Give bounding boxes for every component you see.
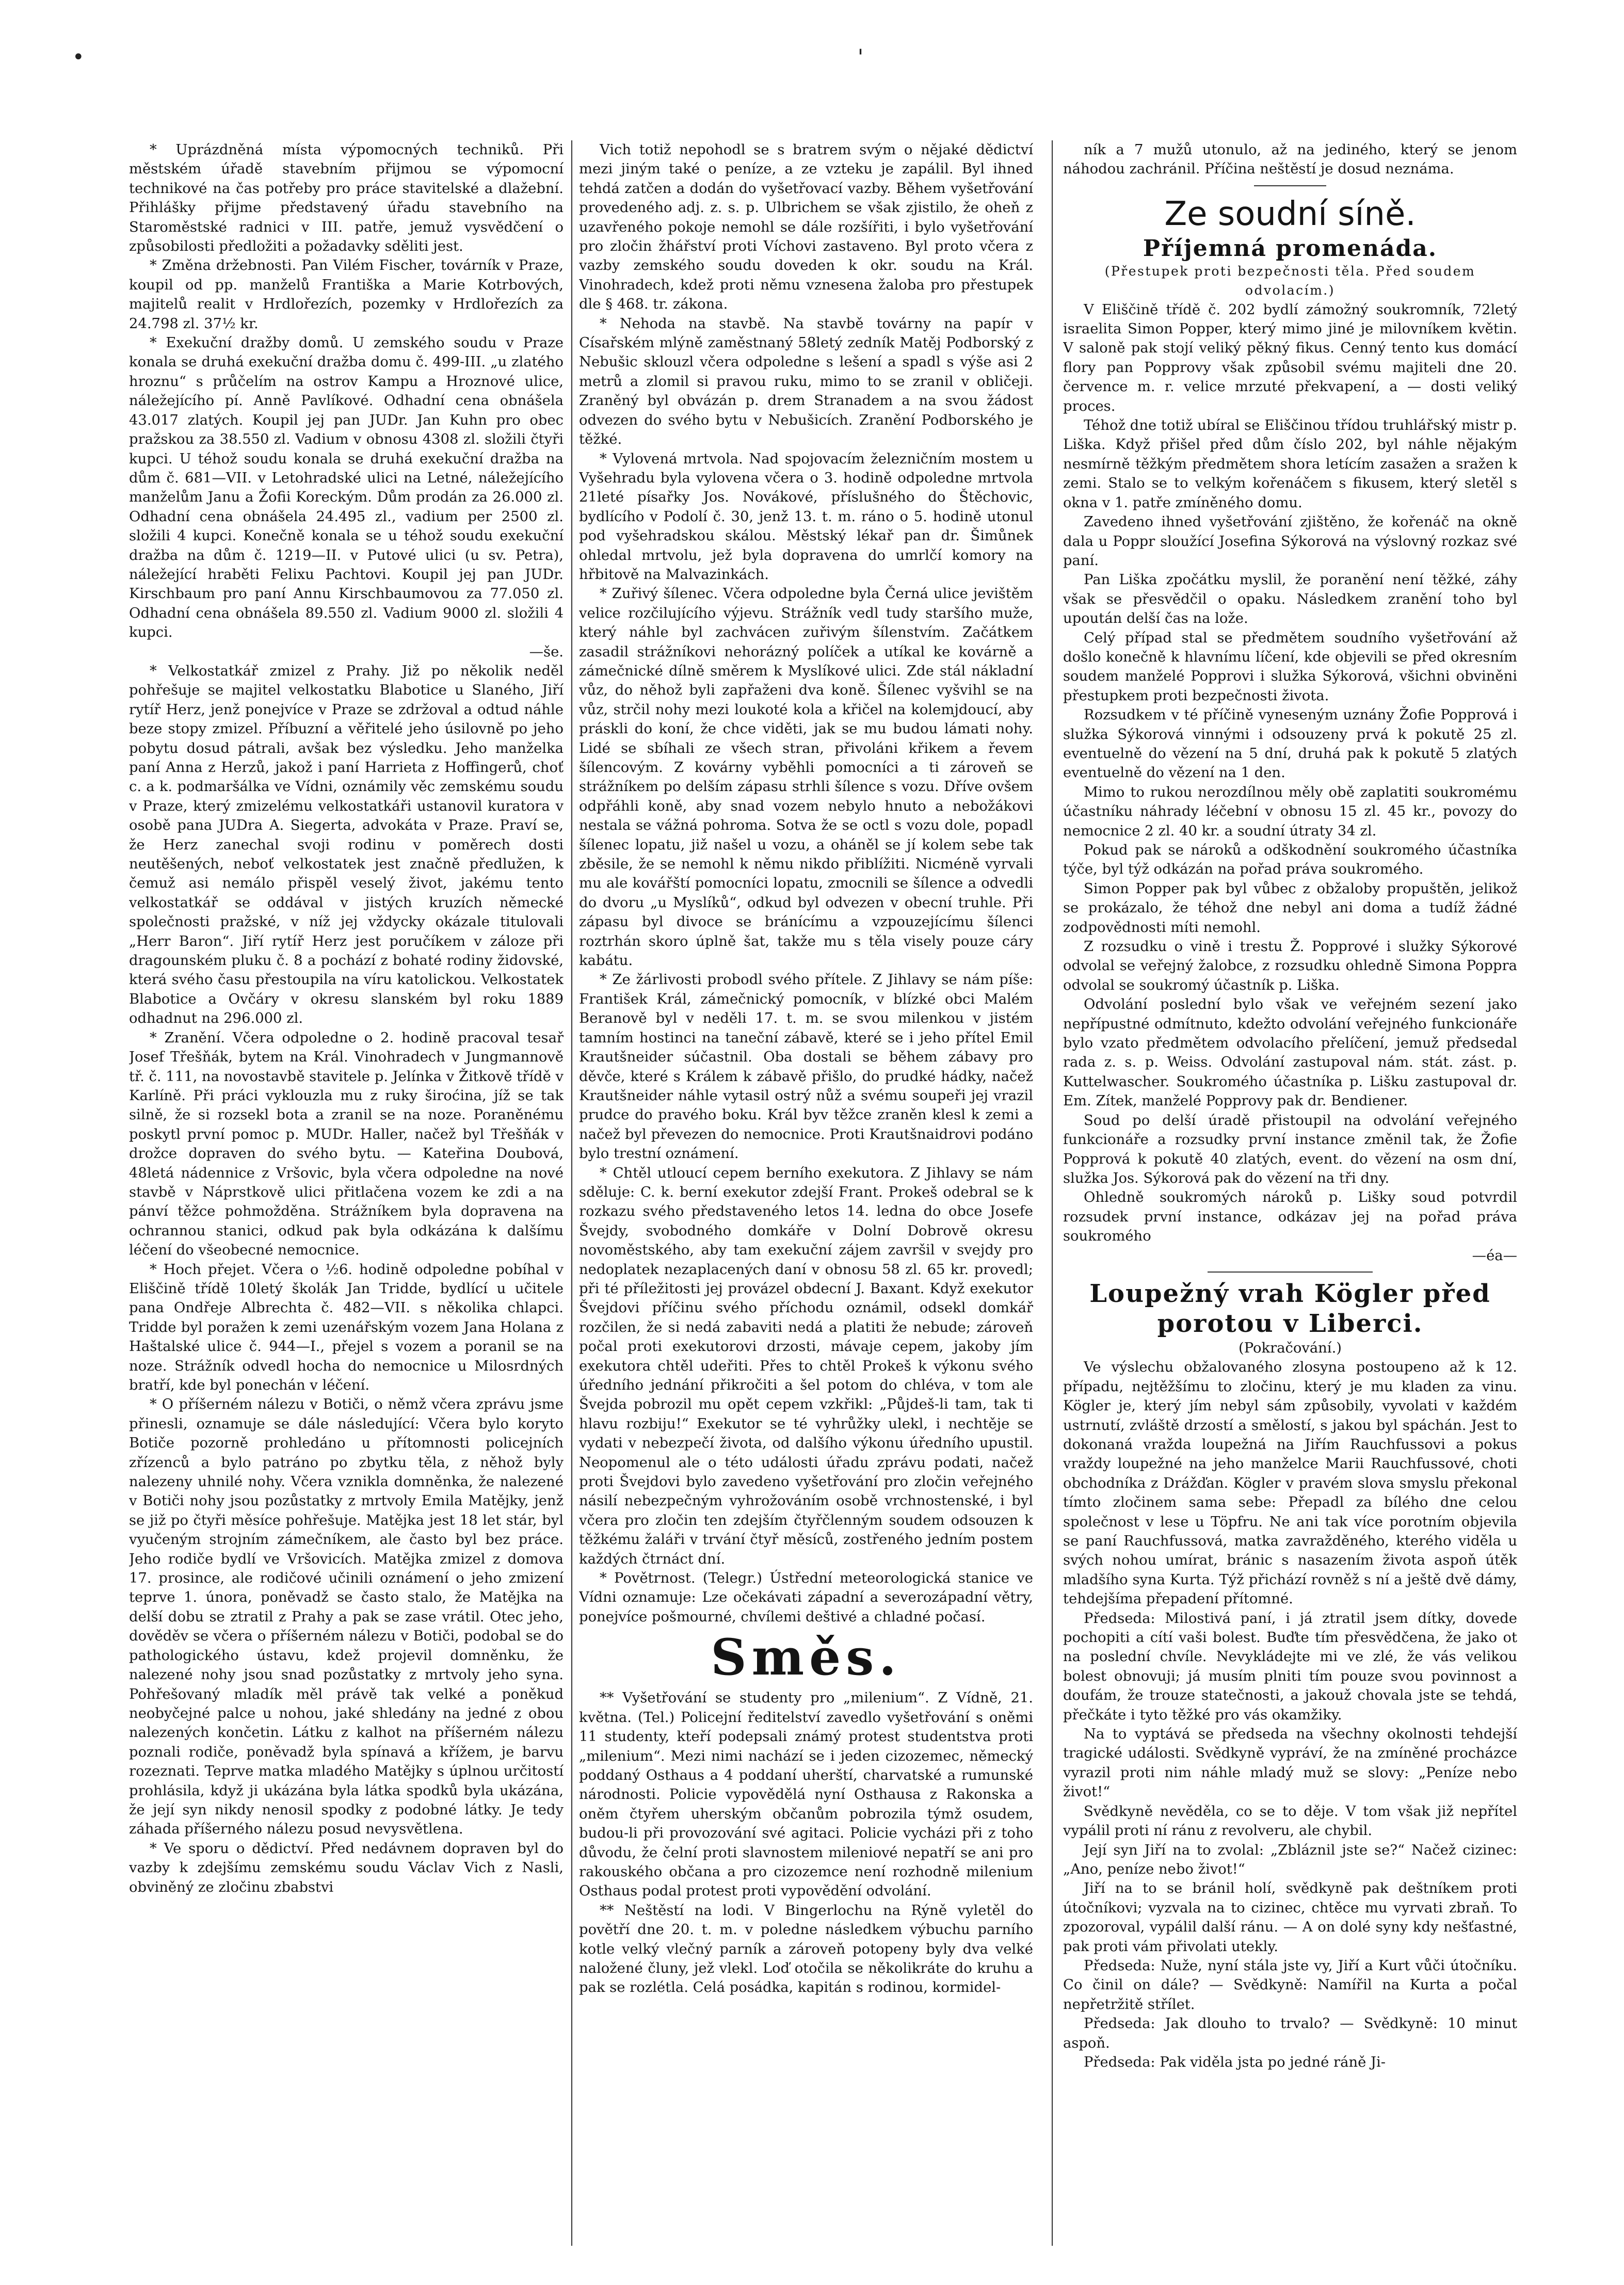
article-paragraph: Simon Popper pak byl vůbec z obžaloby propuštěn, jelikož se prokázalo, že téhož dne nebyl ani doma a tudíž žádné zodpovědnosti míti nemohl. (1063, 880, 1517, 936)
column-1 (129, 140, 564, 2246)
article-paragraph: * Chtěl utloucí cepem berního exekutora. Z Jihlavy se nám sděluje: C. k. berní exekutor zdejší Frant. Prokeš odebral se k rozkazu svého představeného letos 14. ledna do obce Josefe Švejdy, svobodného domkáře v Dolní Dobrově okresu novoměstského, aby tam exekuční zájem završil v svejdy pro nedoplatek nezaplacených daní v obnosu 58 zl. 65 kr. provedl; při té příležitosti jej provázel obdecní J. Baxant. Když exekutor Švejdovi příčinu svého příchodu oznámil, odsekl domkář rozčilen, že si nedá zabaviti nedá a platiti že nebude; zároveň počal proti exekutorovi drzosti, mávaje cepem, jakoby jím exekutora chtěl udeřiti. Přes to chtěl Prokeš k výkonu svého úředního jednání přikročiti a šel potom do chléva, v tom ale Švejda pobrozil mu opět cepem vzkřikl: „Půjdeš-li tam, tak ti hlavu rozbiju!“ Exekutor se té vyhrůžky ulekl, i nechtěje se vydati v nebezpečí života, od dalšího výkonu úředního upustil. Neopomenul ale o této události úřadu zprávu podati, načež proti Švejdovi bylo zavedeno vyšetřování pro zločin veřejného násilí nebezpečným vyhrožováním osobě vrchnostenské, i byl včera pro zločin ten zdejším čtyřčlenným soudem odsouzen k těžkému žaláři v trvání čtyř měsíců, zostřeného jedním postem každých čtrnáct dní. (579, 1165, 1033, 1567)
article-paragraph: Soud po delší úradě přistoupil na odvolání veřejného funkcionáře a rozsudky první instance změnil tak, že Žofie Popprová k pokutě 40 zlatých, event. do vězení na osm dní, služka Jos. Sýkorová pak do vězení na tři dny. (1063, 1112, 1517, 1186)
article-paragraph: Vich totiž nepohodl se s bratrem svým o nějaké dědictví mezi jiným také o peníze, a ze vzteku je zapálil. Byl ihned tehdá zatčen a dodán do vyšetřovací vazby. Během vyšetřování provedeného adj. z. s. p. Ulbrichem se však zjistilo, že oheň z uzavřeného pokoje nemohl se dále rozšířiti, i bylo vyšetřování pro zločin žhářství proti Víchovi zastaveno. Byl proto včera z vazby zemského soudu doveden k okr. soudu na Král. Vinohradech, kdež proti němu vznesena žaloba pro přestupek dle § 468. tr. zákona. (579, 142, 1033, 313)
article-paragraph: * Zuřivý šílenec. Včera odpoledne byla Černá ulice jevištěm velice rozčilujícího výjevu. Strážník vedl tudy staršího muže, který náhle byl zachvácen zuřivým šílenstvím. Začátkem zasadil strážníkovi nehorázný políček a utíkal ke kovárně a zámečnické dílně směrem k Myslíkové ulici. Zde stál nákladní vůz, do něhož byli zapřaženi dva koně. Šílenec vyšvihl se na vůz, strčil nohy mezi loukoté kola a křičel na kolemjdoucí, aby práskli do koní, že chce viděti, jak se mu budou lámati nohy. Lidé se sbíhali ze všech stran, přivoláni křikem a řevem šílencovým. Z kovárny vyběhli pomocníci a ti zároveň se strážníkem po delším zápasu strhli šílence s vozu. Dříve ovšem odpřáhli koně, aby snad vozem nebylo hnuto a nebožákovi nestala se vážná pohroma. Sotva že se octl s vozu dole, popadl šílenec lopatu, již našel u vozu, a oháněl se jí kolem sebe tak zběsile, že se nemohl k němu nikdo přiblížiti. Nicméně vyrvali mu ale kovářští pomocníci lopatu, zmocnili se šílence a odvedli do dvoru „u Myslíků“, odkud byl odvezen v obecní truhle. Při zápasu byl divoce se bránícímu a vzpouzejícímu šílenci roztrhán skoro úplně šat, takže mu s těla visely pouze cáry kabátu. (579, 586, 1033, 969)
article-paragraph: * Ze žárlivosti probodl svého přítele. Z Jihlavy se nám píše: František Král, zámečnický pomocník, v blízké obci Malém Beranově byl v neděli 17. t. m. se svou milenkou v jistém tamním hostinci na taneční zábavě, které se i jeho přítel Emil Krautšneider súčastnil. Oba dostali se během zábavy pro děvče, které s Králem k zábavě přišlo, do prudké hádky, načež Krautšneider náhle vytasil ostrý nůž a svému soupeři jej vrazil prudce do pravého boku. Král byv těžce zraněn klesl k zemi a načež byl převezen do nemocnice. Proti Krautšnaidrovi podáno bylo trestní oznámení. (579, 972, 1033, 1162)
section-title: Ze soudní síně. (1164, 195, 1416, 233)
article-paragraph: * Nehoda na stavbě. Na stavbě továrny na papír v Císařském mlýně zaměstnaný 58letý zedník Matěj Podborský z Nebušic sklouzl včera odpoledne s lešení a spadl s výše asi 2 metrů a zlomil si pravou ruku, mimo to se zranil v obličeji. Zraněný byl obvázán p. drem Stranadem a na svou žádost odvezen do svého bytu v Nebušicích. Zranění Podborského je těžké. (579, 315, 1033, 448)
article-paragraph: Ve výslechu obžalovaného zlosyna postoupeno až k 12. případu, nejtěžšímu to zločinu, který je mu kladen za vinu. Kögler je, který jím nebyl sám způsobily, vyvolati v každém ustrnutí, zvláště drzostí a smělostí, s jakou byl spáchán. Jest to dokonaná vražda loupežná na Jiřím Rauchfussovi a pokus vraždy loupežné na jeho manželce Marii Rauchfussové, choti obchodníka z Drážďan. Kögler v pravém slova smyslu překonal tímto zločinem sama sebe: Přepadl za bílého dne celou společnost v lese u Töpfru. Ne ani tak více porotním objevila se paní Rauchfussová, matka zavražděného, kterého viděla u svých nohou umírat, bránic s nasazením života aspoň útěk mladšího syna Kurta. Týž přichází rovněž s ní a ještě dvě dámy, tehdejšíma přepadení přítomné. (1063, 1359, 1517, 1607)
article-paragraph: * Exekuční dražby domů. U zemského soudu v Praze konala se druhá exekuční dražba domu č. 499-III. „u zlatého hroznu“ s průčelím na ostrov Kampu a Hroznové ulice, náležejícího pí. Anně Pavlíkové. Odhadní cena obnášela 43.017 zlatých. Koupil jej pan JUDr. Jan Kuhn pro obec pražskou za 38.550 zl. Vadium v obnosu 4308 zl. složili čtyři kupci. U téhož soudu konala se druhá exekuční dražba na dům č. 681—VII. v Letohradské ulici na Letné, náležejícího manželům Janu a Žofii Koreckým. Dům prodán za 26.000 zl. Odhadní cena obnášela 24.495 zl., vadium per 2500 zl. složili 4 kupci. Konečně konala se u téhož soudu exekuční dražba na dům č. 1219—II. v Putové ulici (u sv. Petra), náležející hraběti Felixu Pachtovi. Koupil jej pan JUDr. Kirschbaum pro paní Annu Kirschbaumovou za 77.050 zl. Odhadní cena obnášela 89.550 zl. Vadium 9000 zl. složili 4 kupci. (129, 335, 564, 641)
column-3 (1063, 140, 1517, 2246)
article-paragraph: Jiří na to se bránil holí, svědkyně pak deštníkem proti útočníkovi; vyzvala na to cizinec, chtěce mu vyrvati zbraň. To zpozoroval, vypálil další ránu. — A on dolé syny kdy nešťastné, pak proti vám přivolati utekly. (1063, 1880, 1517, 1955)
article-paragraph: Pokud pak se nároků a odškodnění soukromého účastníka týče, byl týž odkázán na pořad práva soukromého. (1063, 842, 1517, 878)
article-paragraph: * O příšerném nálezu v Botiči, o němž včera zprávu jsme přinesli, oznamuje se dále následující: Včera bylo koryto Botiče pozorně prohledáno u přítomnosti policejních zřízenců a bylo patráno po zbytku těla, z něhož byly nalezeny uhnilé nohy. Včera vznikla domněnka, že nalezené v Botiči nohy jsou pozůstatky z mrtvoly Emila Matějky, jenž se již po čtyři měsíce pohřešuje. Matějka jest 18 let stár, byl vyučeným strojním zámečníkem, ale často byl bez práce. Jeho rodiče bydlí ve Vršovicích. Matějka zmizel z domova 17. prosince, ale rodičové učinili oznámení o jeho zmizení teprve 1. února, poněvadž se často stalo, že Matějka na delší dobu se ztratil z Prahy a pak se zase vrátil. Otec jeho, dověděv se včera o příšerném nálezu v Botiči, podobal se do pathologického ústavu, kdež projevil domněnku, že nalezené nohy jsou snad pozůstatky z mrtvoly jeho syna. Pohřešovaný mladík měl právě tak velké a poněkud neobyčejné palce u nohou, jaké shledány na jedné z obou nalezených končetin. Látku z kalhot na příšerném nálezu poznali rodiče, poněvadž byla spínavá a křížem, je barvu rozeznati. Teprve matka mladého Matějky s úplnou určitostí prohlásila, když ji ukázána byla látka spodků byla ukázána, že její syn nikdy nenosil spodky z podobné látky. Je tedy záhada příšerného nálezu posud nevysvětlena. (129, 1396, 564, 1838)
article-paragraph: Mimo to rukou nerozdílnou měly obě zaplatiti soukromému účastníku náhrady léčební v obnosu 15 zl. 45 kr., povozy do nemocnice 2 zl. 40 kr. a soudní útraty 34 zl. (1063, 784, 1517, 839)
article-paragraph: Předseda: Milostivá paní, i já ztratil jsem dítky, dovede pochopiti a cítí vaši bolest. Buďte tím přesvědčena, že jako ot na poslední chvíle. Nevykládejte mi ve zlé, že vás velikou bolest obnovuji; já musím plniti tím pouze svou povinnost a doufám, že trouze statečnosti, a jakouž chovala jste se tehdá, přečkáte i tyto těžké pro vás okamžiky. (1063, 1610, 1517, 1723)
article-paragraph: Odvolání poslední bylo však ve veřejném sezení jako nepřípustné odmítnuto, kdežto odvolání veřejného funkcionáře bylo vzato předmětem odvolacího přelíčení, jemuž předsedal rada z. s. p. Weiss. Odvolání zastupoval nám. stát. zást. p. Kuttelwascher. Soukromého účastníka p. Lišku zastupoval dr. Em. Zítek, manželé Popprovy pak dr. Bendiener. (1063, 996, 1517, 1109)
article-paragraph: Pan Liška zpočátku myslil, že poranění není těžké, záhy však se přesvědčil o opaku. Následkem zranění toho byl upoután delší čas na lože. (1063, 572, 1517, 627)
author-signature: —éa— (1472, 1247, 1517, 1264)
separator-rule (1208, 1272, 1373, 1273)
article-paragraph: ** Vyšetřování se studenty pro „milenium“. Z Vídně, 21. května. (Tel.) Policejní ředitelství zavedlo vyšetřování s oněmi 11 studenty, kteří podepsali známý protest studentstva proti „milenium“. Mezi nimi nachází se i jeden cizozemec, německý poddaný Osthaus a 4 poddaní uherští, charvatské a rumunské národnosti. Policie vypovědělá nyní Osthausa z Rakonska a oněm čtyřem uherským občanům pobrozila týmž osudem, budou-li při provozování své agitaci. Policie vycházi při z toho důvodu, že čelní proti slavnostem mileniové nepatří se ani pro rakouského občana a pro cizozemce není rozhodně milenium Osthaus podal protest proti vypovědění odvolání. (579, 1690, 1033, 1900)
article-paragraph: * Velkostatkář zmizel z Prahy. Již po několik neděl pohřešuje se majitel velkostatku Blabotice u Slaného, Jiří rytíř Herz, jenž ponejvíce v Praze se zdržoval a odtud náhle beze stopy zmizel. Příbuzní a věřitelé jeho úsilovně po jeho pobytu dosud pátrali, avšak bez výsledku. Jeho manželka paní Anna z Herzů, jakož i paní Harrieta z Hoffingerů, choť c. a k. podmaršálka ve Vídni, oznámily věc zemskému soudu v Praze, který zmizelému velkostatkáři ustanovil kuratora v osobě pana JUDra A. Siegerta, advokáta v Praze. Praví se, že Herz zanechal svoji rodinu v poměrech dosti neutěšených, neboť velkostatek jest značně předlužen, k čemuž asi nemálo přispěl veselý život, jakému tento velkostatkář se oddával v jistých kruzích německé společnosti pražské, v níž jej vždycky okázale titulovali „Herr Baron“. Jiří rytíř Herz jest poručíkem v záloze při dragounském pluku č. 8 a pochází z bohaté rodiny židovské, která svého času přestoupila na víru katolickou. Velkostatek Blabotice a Ovčáry v okresu slanském byl roku 1889 odhadnut na 296.000 zl. (129, 663, 564, 1027)
column-2 (579, 140, 1033, 2246)
article-paragraph: * Hoch přejet. Včera o ½6. hodině odpoledne pobíhal v Eliščině třídě 10letý školák Jan Tridde, bydlící u učitele pana Ondřeje Albrechta č. 482—VII. s několika chlapci. Tridde byl poražen k zemi uzenářským vozem Jana Holana z Haštalské ulice č. 944—I., přejel s vozem a poranil se na noze. Strážník odvedl hocha do nemocnice u Milosrdných bratří, kde byl ponechán v léčení. (129, 1261, 564, 1393)
article-subhead: (Pokračování.) (1239, 1340, 1342, 1356)
article-paragraph: Předseda: Jak dlouho to trvalo? — Svědkyně: 10 minut aspoň. (1063, 2016, 1517, 2051)
article-paragraph: * Ve sporu o dědictví. Před nedávnem dopraven byl do vazby k zdejšímu zemskému soudu Václav Vich z Nasli, obviněný ze zločinu zbabstvi (129, 1840, 564, 1895)
article-paragraph: Její syn Jiří na to zvolal: „Zbláznil jste se?“ Načež cizinec: „Ano, peníze nebo život!“ (1063, 1842, 1517, 1877)
section-heading-smes: Směs. (711, 1628, 902, 1687)
article-paragraph: * Zranění. Včera odpoledne o 2. hodině pracoval tesař Josef Třešňák, bytem na Král. Vinohradech v Jungmannově tř. č. 111, na novostavbě stavitele p. Jelínka v Žitkově třídě v Karlíně. Při práci vyklouzla mu z ruky široćina, jíž se tak silně, že si rozsekl bota a zranil se na noze. Poraněnému poskytl první pomoc p. MUDr. Haller, načež byl Třešňák v drožce dopraven do svého bytu. — Kateřina Doubová, 48letá nádennice z Vršovic, byla včera odpoledne na nové stavbě v Náprstkově ulici přitlačena vozem ke zdi a na pánví těžce pohmožděna. Strážníkem byla dopravena na ochrannou stanici, odkud pak byla odkázána k dalšímu léčení do všeobecné nemocnice. (129, 1029, 564, 1259)
margin-tick: ' (858, 45, 863, 69)
article-paragraph: Předseda: Nuže, nyní stála jste vy, Jiří a Kurt vůči útočníku. Co činil on dále? — Svědkyně: Namířil na Kurta a počal nepřetržitě střílet. (1063, 1957, 1517, 2013)
article-paragraph: Celý případ stal se předmětem soudního vyšetřování až došlo konečně k hlavnímu líčení, kde objevili se před okresním soudem manželé Popprovi i služka Sýkorová, všichni obviněni přestupkem proti bezpečnosti života. (1063, 630, 1517, 704)
article-paragraph: ník a 7 mužů utonulo, až na jediného, který se jenom náhodou zachránil. Příčina neštěstí je dosud neznáma. (1063, 142, 1517, 178)
article-headline: Loupežný vrah Kögler před porotou v Liberci. (1089, 1279, 1491, 1338)
article-paragraph: Svědkyně nevěděla, co se to děje. V tom však již nepřítel vypálil proti ní ránu z revolveru, ale chybil. (1063, 1803, 1517, 1839)
article-paragraph: Na to vyptává se předseda na všechny okolnosti tehdejší tragické události. Svědkyně vypráví, že na zmíněné procházce vyrazil proti nim náhle mladý muž se slovy: „Peníze nebo život!“ (1063, 1726, 1517, 1800)
article-headline: Příjemná promenáda. (1143, 235, 1438, 262)
article-paragraph: Ohledně soukromých nároků p. Lišky soud potvrdil rozsudek první instance, odkázav jej na pořad práva soukromého (1063, 1189, 1517, 1245)
author-signature: —še. (529, 643, 564, 660)
article-paragraph: Téhož dne totiž ubíral se Eliščinou třídou truhlářský mistr p. Liška. Když přišel před dům číslo 202, byl náhle nějakým nesmírně těžkým předmětem shora letícím zasažen a sražen k zemi. Stalo se to velkým kořenáčem s fikusem, který sletěl s okna v 1. patře zmíněného domu. (1063, 417, 1517, 511)
article-paragraph: Zavedeno ihned vyšetřování zjištěno, že kořenáč na okně dala u Poppr sloužící Josefina Sýkorová na výslovný rozkaz své paní. (1063, 514, 1517, 569)
article-kicker: (Přestupek proti bezpečnosti těla. Před soudem odvolacím.) (1104, 263, 1476, 298)
article-paragraph: * Uprázdněná místa výpomocných techniků. Při městském úřadě stavebním přijmou se výpomocní technikové na čas potřeby pro práce stavitelské a dlažební. Přihlášky přijme představený úřadu stavebního na Staroměstské radnici v III. patře, jemuž vysvědčení o způsobilosti předložiti a požadavky sděliti jest. (129, 142, 564, 255)
article-paragraph: ** Neštěstí na lodi. V Bingerlochu na Rýně vyletěl do povětří dne 20. t. m. v poledne následkem výbuchu parního kotle velký vlečný parník a zároveň potopeny byly dva velké naložené čluny, jež vlekl. Loď otočila se několikráte do kruhu a pak se rozlétla. Celá posádka, kapitán s rodinou, kormidel- (579, 1902, 1033, 1996)
article-paragraph: Z rozsudku o vině i trestu Ž. Popprové i služky Sýkorové odvolal se veřejný žalobce, z rozsudku ohledně Simona Poppra odvolal se soukromý účastník p. Liška. (1063, 939, 1517, 993)
article-paragraph: * Změna držebnosti. Pan Vilém Fischer, továrník v Praze, koupil od pp. manželů Františka a Marie Kotrbových, majitelů realit v Hrdlořezích, pozemky v Hrdlořezích za 24.798 zl. 37½ kr. (129, 258, 564, 332)
article-paragraph: * Povětrnost. (Telegr.) Ústřední meteorologická stanice ve Vídni oznamuje: Lze očekávati západní a severozápadní větry, ponejvíce pošmourné, chvílemi deštivé a chladné počasí. (579, 1570, 1033, 1625)
article-paragraph: * Vylovená mrtvola. Nad spojovacím železničním mostem u Vyšehradu byla vylovena včera o 3. hodině odpoledne mrtvola 21leté písařky Jos. Novákové, příslušného do Štěchovic, bydlícího v Podolí č. 30, jenž 13. t. m. ráno o 5. hodině utonul pod vyšehradskou skálou. Městský lékař pan dr. Šimůnek ohledal mrtvolu, jež byla dopravena do umrlčí komory na hřbitově na Malvazinkách. (579, 450, 1033, 583)
article-paragraph: Rozsudkem v té příčině vyneseným uznány Žofie Popprová i služka Sýkorová vinnými i odsouzeny prvá k pokutě 25 zl. eventuelně do vězení na 5 dní, druhá pak k pokutě 5 zlatých eventuelně do vězení na 1 den. (1063, 707, 1517, 781)
article-paragraph: Předseda: Pak viděla jsta po jedné ráně Ji- (1084, 2054, 1386, 2070)
column-divider (571, 140, 572, 2246)
column-divider (1052, 140, 1053, 2246)
article-paragraph: V Eliščině třídě č. 202 bydlí zámožný soukromník, 72letý israelita Simon Popper, který mimo jiné je milovníkem květin. V saloně pak stojí veliký pěkný fikus. Cenný tento kus domácí flory pan Popprovy však způsobil svému majiteli dne 20. července m. r. velice mrzuté překvapení, a — dosti veliký proces. (1063, 301, 1517, 414)
margin-dot: • (72, 45, 85, 69)
separator-rule (1254, 185, 1326, 186)
